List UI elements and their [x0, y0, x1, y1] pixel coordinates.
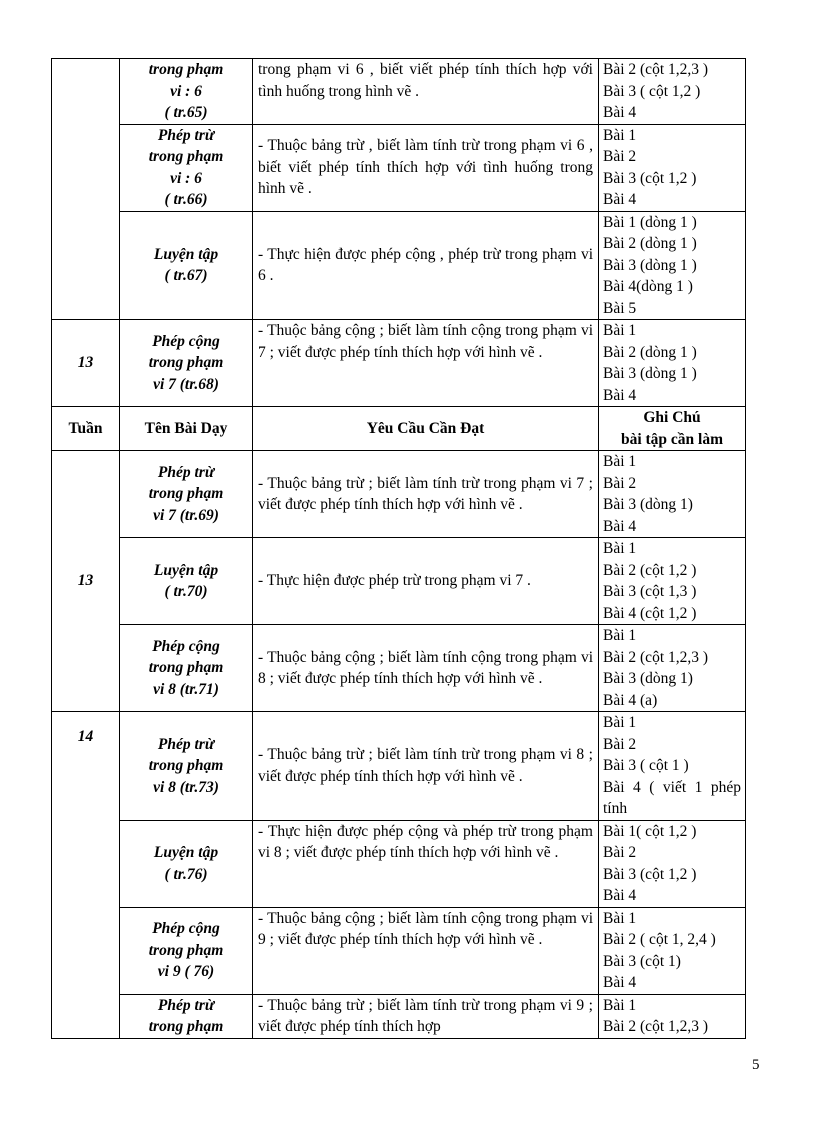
lesson-cell: Phép trừ trong phạm vi : 6 ( tr.66): [120, 124, 253, 211]
note-cell: Bài 1 Bài 2 Bài 3 (dòng 1) Bài 4: [599, 451, 746, 538]
lesson-cell: Phép trừ trong phạm vi 8 (tr.73): [120, 712, 253, 821]
table-row: [52, 625, 746, 712]
table-row: [52, 538, 746, 625]
requirement-cell: - Thuộc bảng cộng ; biết làm tính cộng trong phạm vi 7 ; viết được phép tính thích hợp với hình vẽ .: [253, 320, 599, 407]
week-cell: 13: [52, 451, 120, 712]
requirement-cell: - Thuộc bảng cộng ; biết làm tính cộng trong phạm vi 9 ; viết được phép tính thích hợp với hình vẽ .: [253, 907, 599, 994]
table-row: [52, 59, 746, 125]
requirement-cell: - Thuộc bảng trừ ; biết làm tính trừ trong phạm vi 8 ; viết được phép tính thích hợp với hình vẽ .: [253, 712, 599, 821]
note-cell: Bài 1 Bài 2 Bài 3 (cột 1,2 ) Bài 4: [599, 124, 746, 211]
table-row: [52, 451, 746, 538]
note-cell: Bài 1 Bài 2 ( cột 1, 2,4 ) Bài 3 (cột 1) Bài 4: [599, 907, 746, 994]
requirement-cell: trong phạm vi 6 , biết viết phép tính thích hợp với tình huống trong hình vẽ .: [253, 59, 599, 125]
table-row: [52, 820, 746, 907]
header-week: Tuần: [52, 407, 120, 451]
curriculum-table: [51, 58, 746, 1039]
week-cell: [52, 59, 120, 320]
week-cell: 13: [52, 320, 120, 407]
note-cell: Bài 1 Bài 2 (dòng 1 ) Bài 3 (dòng 1 ) Bài 4: [599, 320, 746, 407]
table-row: [52, 124, 746, 211]
requirement-cell: - Thuộc bảng trừ ; biết làm tính trừ trong phạm vi 9 ; viết được phép tính thích hợp: [253, 994, 599, 1038]
table-row: [52, 320, 746, 407]
note-cell: Bài 1 Bài 2 (cột 1,2 ) Bài 3 (cột 1,3 ) Bài 4 (cột 1,2 ): [599, 538, 746, 625]
requirement-cell: - Thuộc bảng trừ ; biết làm tính trừ trong phạm vi 7 ; viết được phép tính thích hợp với hình vẽ .: [253, 451, 599, 538]
note-cell: Bài 2 (cột 1,2,3 ) Bài 3 ( cột 1,2 ) Bài 4: [599, 59, 746, 125]
table-row: [52, 712, 746, 821]
lesson-cell: Phép trừ trong phạm: [120, 994, 253, 1038]
lesson-cell: Luyện tập ( tr.76): [120, 820, 253, 907]
requirement-cell: - Thực hiện được phép cộng , phép trừ trong phạm vi 6 .: [253, 211, 599, 320]
lesson-cell: Phép cộng trong phạm vi 8 (tr.71): [120, 625, 253, 712]
table-row: [52, 907, 746, 994]
note-cell: Bài 1 Bài 2 (cột 1,2,3 ) Bài 3 (dòng 1) Bài 4 (a): [599, 625, 746, 712]
note-cell: Bài 1 Bài 2 Bài 3 ( cột 1 ) Bài 4 ( viết 1 phép tính: [599, 712, 746, 821]
header-lesson: Tên Bài Dạy: [120, 407, 253, 451]
requirement-cell: - Thực hiện được phép cộng và phép trừ trong phạm vi 8 ; viết được phép tính thích hợp với hình vẽ .: [253, 820, 599, 907]
table-header-row: [52, 407, 746, 451]
lesson-cell: Phép cộng trong phạm vi 7 (tr.68): [120, 320, 253, 407]
note-cell: Bài 1 (dòng 1 ) Bài 2 (dòng 1 ) Bài 3 (dòng 1 ) Bài 4(dòng 1 ) Bài 5: [599, 211, 746, 320]
lesson-cell: Luyện tập ( tr.67): [120, 211, 253, 320]
table-row: [52, 994, 746, 1038]
page-number: 5: [752, 1057, 760, 1073]
lesson-cell: Phép cộng trong phạm vi 9 ( 76): [120, 907, 253, 994]
table-row: [52, 211, 746, 320]
note-cell: Bài 1 Bài 2 (cột 1,2,3 ): [599, 994, 746, 1038]
lesson-cell: Phép trừ trong phạm vi 7 (tr.69): [120, 451, 253, 538]
requirement-cell: - Thuộc bảng trừ , biết làm tính trừ trong phạm vi 6 , biết viết phép tính thích hợp với tình huống trong hình vẽ .: [253, 124, 599, 211]
week-cell: 14: [52, 712, 120, 1039]
requirement-cell: - Thực hiện được phép trừ trong phạm vi 7 .: [253, 538, 599, 625]
header-requirement: Yêu Cầu Cần Đạt: [253, 407, 599, 451]
requirement-cell: - Thuộc bảng cộng ; biết làm tính cộng trong phạm vi 8 ; viết được phép tính thích hợp với hình vẽ .: [253, 625, 599, 712]
lesson-cell: Luyện tập ( tr.70): [120, 538, 253, 625]
header-note: Ghi Chú bài tập cần làm: [599, 407, 746, 451]
lesson-cell: trong phạm vi : 6 ( tr.65): [120, 59, 253, 125]
note-cell: Bài 1( cột 1,2 ) Bài 2 Bài 3 (cột 1,2 ) Bài 4: [599, 820, 746, 907]
